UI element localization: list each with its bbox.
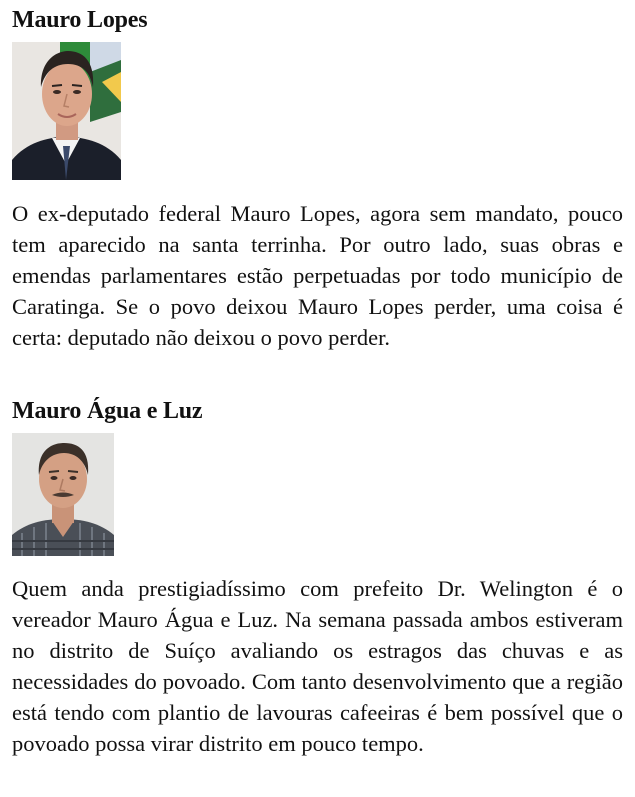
article-body: Quem anda prestigiadíssimo com prefeito Dr. Welington é o vereador Mauro Água e Luz. Na semana passada ambos estiveram no distrito de Suíço avaliando os estragos das chuvas e as necessidades do povoado. Com tanto desenvolvimento que a região está tendo com plantio de lavouras cafeeiras é bem possível que o povoado possa virar distrito em pouco tempo. [12, 576, 623, 756]
article-mauro-agua-e-luz [12, 397, 623, 759]
article-heading: Mauro Lopes [12, 7, 148, 33]
article-mauro-lopes [12, 6, 623, 353]
article-heading: Mauro Água e Luz [12, 398, 203, 424]
portrait-photo [12, 433, 114, 556]
article-body: O ex-deputado federal Mauro Lopes, agora sem mandato, pouco tem aparecido na santa terrinha. Por outro lado, suas obras e emendas parlamentares estão perpetuadas por todo município de Caratinga. Se o povo deixou Mauro Lopes perder, uma coisa é certa: deputado não deixou o povo perder. [12, 201, 623, 350]
portrait-photo [12, 42, 121, 180]
